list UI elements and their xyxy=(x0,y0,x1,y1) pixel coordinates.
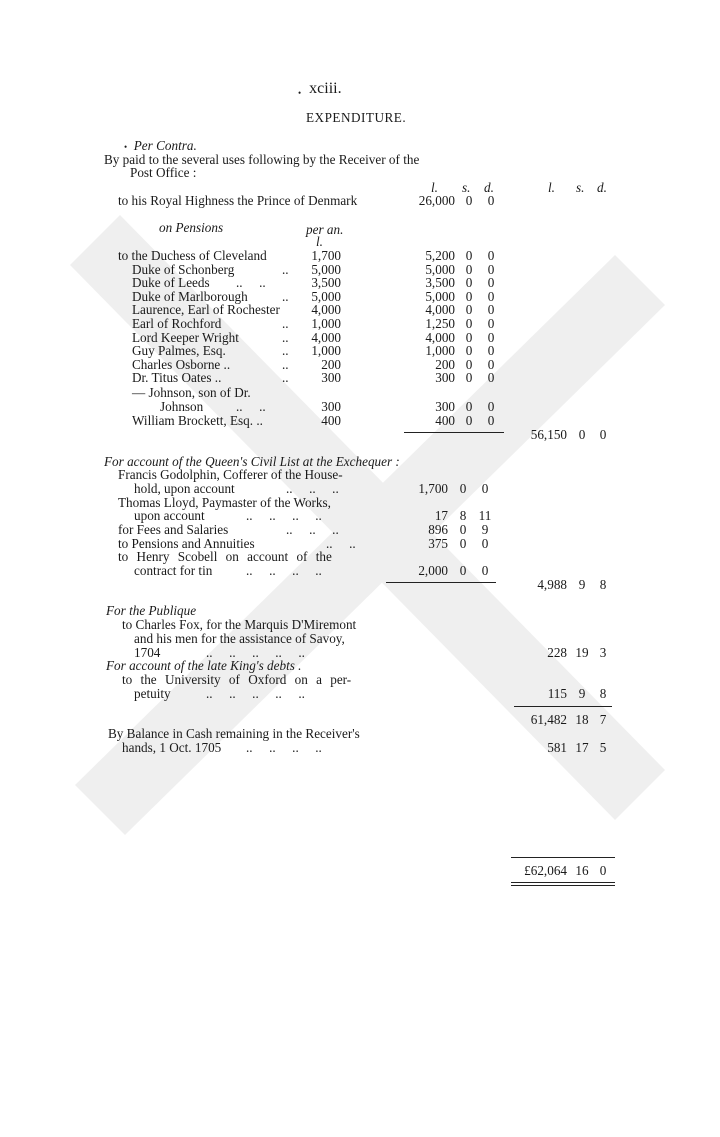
pension-name: Charles Osborne .. xyxy=(132,357,231,372)
pension-s: 0 xyxy=(465,343,473,358)
civil-list-total-d: 8 xyxy=(599,577,607,592)
pension-per-an: 200 xyxy=(321,357,341,372)
civil-list-heading: For account of the Queen's Civil List at the Exchequer : xyxy=(104,454,400,469)
col-header-s: s. xyxy=(462,180,471,195)
brockett-per-an: 400 xyxy=(321,413,341,428)
pension-d: 0 xyxy=(487,289,495,304)
per-an-unit: l. xyxy=(316,234,323,249)
godolphin-line-2: hold, upon account xyxy=(134,481,235,496)
subtotal-d: 7 xyxy=(599,712,607,727)
pensions-label: on Pensions xyxy=(159,220,224,235)
page-heading: EXPENDITURE. xyxy=(306,110,407,125)
oxford-line-2: petuity xyxy=(134,686,171,701)
per-an-label: per an. xyxy=(306,222,344,237)
prince-s: 0 xyxy=(465,193,473,208)
scobell-line-1: to Henry Scobell on account of the xyxy=(118,549,332,564)
intro-line-1: By paid to the several uses following by the Receiver of the xyxy=(104,152,420,167)
johnson-s: 0 xyxy=(465,399,473,414)
pension-name: to the Duchess of Cleveland xyxy=(118,248,267,263)
civil-list-total-l: 4,988 xyxy=(537,577,567,592)
johnson-line-2: Johnson xyxy=(160,399,204,414)
pension-s: 0 xyxy=(465,289,473,304)
fox-d: 3 xyxy=(599,645,607,660)
pension-l: 300 xyxy=(435,370,455,385)
johnson-line-1: — Johnson, son of Dr. xyxy=(132,385,251,400)
civil-list-total-s: 9 xyxy=(578,577,586,592)
pension-d: 0 xyxy=(487,275,495,290)
johnson-d: 0 xyxy=(487,399,495,414)
pension-d: 0 xyxy=(487,330,495,345)
pension-name: Guy Palmes, Esq. xyxy=(132,343,226,358)
pension-per-an: 300 xyxy=(321,370,341,385)
godolphin-d: 0 xyxy=(481,481,489,496)
pension-dots: .. xyxy=(282,357,289,372)
pension-l: 3,500 xyxy=(425,275,455,290)
lloyd-line-1: Thomas Lloyd, Paymaster of the Works, xyxy=(118,495,331,510)
pension-s: 0 xyxy=(465,275,473,290)
scobell-line-2: contract for tin xyxy=(134,563,213,578)
annuities-label: to Pensions and Annuities xyxy=(118,536,255,551)
fox-line-1: to Charles Fox, for the Marquis D'Miremont xyxy=(122,617,357,632)
pension-per-an: 5,000 xyxy=(311,289,341,304)
annuities-l: 375 xyxy=(428,536,448,551)
pension-name: Duke of Marlborough xyxy=(132,289,248,304)
fox-s: 19 xyxy=(575,645,589,660)
balance-dots: .. .. .. .. xyxy=(246,740,322,755)
pension-s: 0 xyxy=(465,370,473,385)
pension-name: Lord Keeper Wright xyxy=(132,330,239,345)
balance-d: 5 xyxy=(599,740,607,755)
johnson-dots: .. .. xyxy=(236,399,266,414)
pension-d: 0 xyxy=(487,343,495,358)
debts-heading: For account of the late King's debts . xyxy=(106,658,302,673)
pension-d: 0 xyxy=(487,262,495,277)
brockett-d: 0 xyxy=(487,413,495,428)
pension-l: 5,000 xyxy=(425,289,455,304)
pension-dots: .. xyxy=(282,262,289,277)
pension-s: 0 xyxy=(465,357,473,372)
brockett-l: 400 xyxy=(435,413,455,428)
publique-heading: For the Publique xyxy=(106,603,197,618)
pension-d: 0 xyxy=(487,316,495,331)
balance-s: 17 xyxy=(575,740,589,755)
fox-line-2: and his men for the assistance of Savoy, xyxy=(134,631,345,646)
scobell-s: 0 xyxy=(459,563,467,578)
col-header-s-right: s. xyxy=(576,180,585,195)
intro-line-2: Post Office : xyxy=(130,165,197,180)
pension-dots: .. xyxy=(282,343,289,358)
pension-l: 1,000 xyxy=(425,343,455,358)
grand-total-l: £62,064 xyxy=(524,863,567,878)
pension-d: 0 xyxy=(487,248,495,263)
scobell-dots: .. .. .. .. xyxy=(246,563,322,578)
pension-d: 0 xyxy=(487,357,495,372)
pension-dots: .. xyxy=(282,370,289,385)
fees-dots: .. .. .. xyxy=(286,522,339,537)
lloyd-d: 11 xyxy=(478,508,492,523)
fees-label: for Fees and Salaries xyxy=(118,522,229,537)
fox-l: 228 xyxy=(547,645,567,660)
pension-per-an: 5,000 xyxy=(311,262,341,277)
godolphin-l: 1,700 xyxy=(418,481,448,496)
pension-dots: .. xyxy=(282,289,289,304)
lloyd-dots: .. .. .. .. xyxy=(246,508,322,523)
scobell-d: 0 xyxy=(481,563,489,578)
pension-per-an: 3,500 xyxy=(311,275,341,290)
annuities-dots: .. .. xyxy=(326,536,356,551)
pension-d: 0 xyxy=(487,302,495,317)
fees-d: 9 xyxy=(481,522,489,537)
fees-l: 896 xyxy=(428,522,448,537)
godolphin-line-1: Francis Godolphin, Cofferer of the House- xyxy=(118,467,343,482)
pension-d: 0 xyxy=(487,370,495,385)
fees-s: 0 xyxy=(459,522,467,537)
pensions-total-d: 0 xyxy=(599,427,607,442)
grand-total-rule-top xyxy=(511,857,615,858)
annuities-d: 0 xyxy=(481,536,489,551)
prince-l: 26,000 xyxy=(418,193,455,208)
pensions-total-l: 56,150 xyxy=(530,427,567,442)
fox-dots: .. .. .. .. .. xyxy=(206,645,305,660)
pension-per-an: 4,000 xyxy=(311,302,341,317)
balance-line-1: By Balance in Cash remaining in the Receiver's xyxy=(108,726,360,741)
pensions-total-s: 0 xyxy=(578,427,586,442)
prince-label: to his Royal Highness the Prince of Denmark xyxy=(118,193,358,208)
subtotal-l: 61,482 xyxy=(530,712,567,727)
pension-dots: .. xyxy=(282,316,289,331)
pension-l: 4,000 xyxy=(425,330,455,345)
pension-name: Duke of Leeds xyxy=(132,275,210,290)
grand-total-rule-bottom-2 xyxy=(511,885,615,886)
pension-per-an: 4,000 xyxy=(311,330,341,345)
brockett-name: William Brockett, Esq. .. xyxy=(132,413,263,428)
pension-s: 0 xyxy=(465,248,473,263)
page-number: • xciii. xyxy=(298,80,342,98)
balance-line-2: hands, 1 Oct. 1705 xyxy=(122,740,222,755)
pension-s: 0 xyxy=(465,316,473,331)
oxford-line-1: to the University of Oxford on a per- xyxy=(122,672,352,687)
pension-name: Duke of Schonberg xyxy=(132,262,235,277)
col-header-l: l. xyxy=(431,180,438,195)
col-header-d: d. xyxy=(484,180,494,195)
pension-s: 0 xyxy=(465,262,473,277)
balance-l: 581 xyxy=(547,740,567,755)
brockett-s: 0 xyxy=(465,413,473,428)
pension-l: 5,200 xyxy=(425,248,455,263)
pension-s: 0 xyxy=(465,302,473,317)
pension-per-an: 1,000 xyxy=(311,343,341,358)
annuities-s: 0 xyxy=(459,536,467,551)
civil-list-rule xyxy=(386,582,496,583)
pension-name: Earl of Rochford xyxy=(132,316,222,331)
oxford-l: 115 xyxy=(547,686,567,701)
scobell-l: 2,000 xyxy=(418,563,448,578)
oxford-s: 9 xyxy=(578,686,586,701)
grand-total-s: 16 xyxy=(575,863,589,878)
johnson-l: 300 xyxy=(435,399,455,414)
godolphin-s: 0 xyxy=(459,481,467,496)
pensions-rule xyxy=(404,432,504,433)
col-header-d-right: d. xyxy=(597,180,607,195)
pension-l: 4,000 xyxy=(425,302,455,317)
pension-s: 0 xyxy=(465,330,473,345)
oxford-dots: .. .. .. .. .. xyxy=(206,686,305,701)
lloyd-s: 8 xyxy=(459,508,467,523)
subtotal-rule xyxy=(514,706,612,707)
lloyd-line-2: upon account xyxy=(134,508,205,523)
pension-l: 5,000 xyxy=(425,262,455,277)
pension-dots: .. .. xyxy=(236,275,266,290)
pension-dots: .. xyxy=(282,330,289,345)
pension-l: 200 xyxy=(435,357,455,372)
lloyd-l: 17 xyxy=(434,508,448,523)
pension-name: Laurence, Earl of Rochester xyxy=(132,302,280,317)
col-header-l-right: l. xyxy=(548,180,555,195)
per-contra: • Per Contra. xyxy=(124,138,197,153)
subtotal-s: 18 xyxy=(575,712,589,727)
oxford-d: 8 xyxy=(599,686,607,701)
pension-name: Dr. Titus Oates .. xyxy=(132,370,222,385)
grand-total-rule-bottom-1 xyxy=(511,882,615,883)
godolphin-dots: .. .. .. xyxy=(286,481,339,496)
pension-l: 1,250 xyxy=(425,316,455,331)
prince-d: 0 xyxy=(487,193,495,208)
grand-total-d: 0 xyxy=(599,863,607,878)
johnson-per-an: 300 xyxy=(321,399,341,414)
pension-per-an: 1,700 xyxy=(311,248,341,263)
pension-per-an: 1,000 xyxy=(311,316,341,331)
fox-line-3: 1704 xyxy=(134,645,161,660)
